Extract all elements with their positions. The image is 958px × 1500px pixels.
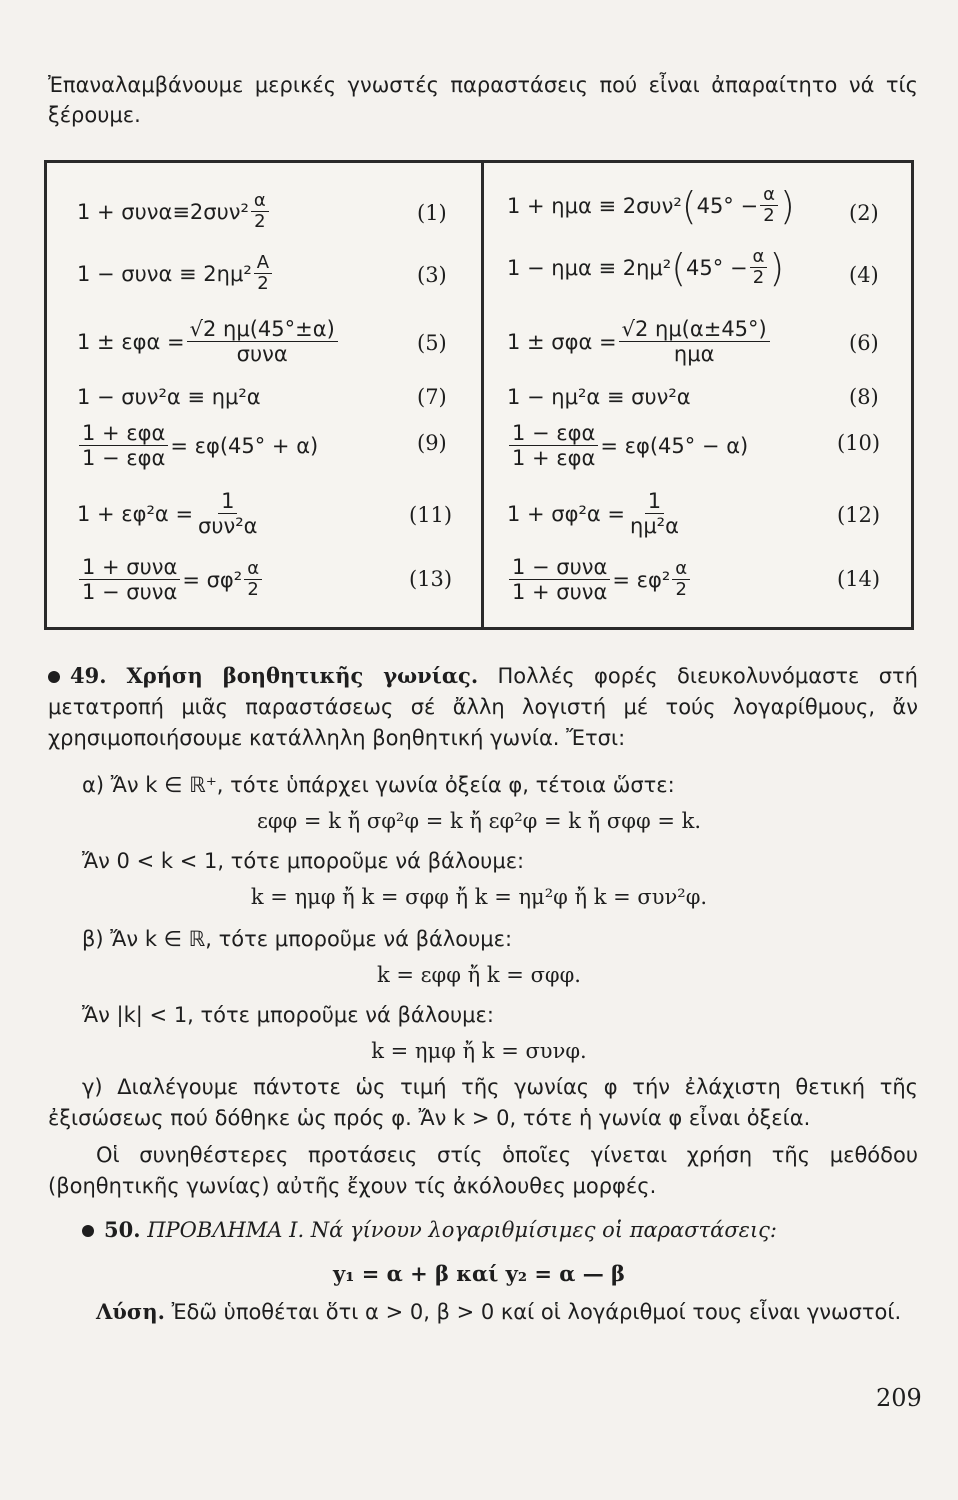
- case-a-equation: εφφ = k ἤ σφ²φ = k ἤ εφ²φ = k ἤ σφφ = k.: [256, 809, 702, 833]
- formula-11-frac: [195, 489, 260, 538]
- formula-13-den: 1 − συνα: [82, 580, 178, 604]
- formula-5-frac: [187, 317, 338, 366]
- formula-9-number: (9): [417, 431, 447, 455]
- formula-9-rhs: = εφ(45° + α): [170, 433, 319, 458]
- solution-label: Λύση.: [96, 1299, 165, 1324]
- formula-4: [507, 247, 784, 288]
- formula-2-paren-open: (: [681, 183, 697, 228]
- formula-11: [77, 489, 263, 538]
- formula-14: [507, 555, 692, 604]
- formula-1-num: α: [251, 191, 269, 212]
- formula-9-num: 1 + εφα: [79, 421, 168, 446]
- section-49-title: 49. Χρήση βοηθητικῆς γωνίας.: [70, 663, 479, 688]
- formula-6-den: ημα: [673, 342, 715, 366]
- formula-4-den: 2: [752, 267, 765, 288]
- formula-14-num2: α: [672, 559, 690, 580]
- formula-12-number: (12): [837, 503, 881, 527]
- formula-11-lhs: 1 + εφ²α =: [77, 501, 194, 526]
- formula-4-paren-open: (: [671, 245, 687, 290]
- formula-13-number: (13): [409, 567, 453, 591]
- formula-14-number: (14): [837, 567, 881, 591]
- formula-13-den2: 2: [247, 579, 259, 600]
- formula-4-lhs: 1 − ημα ≡ 2ημ²: [507, 255, 672, 280]
- section-49-closing: Οἱ συνηθέστερες προτάσεις στίς ὁποῖες γίνεται χρήση τῆς μεθόδου (βοηθητικῆς γωνίας) αὐτῆς ἔχουν τίς ἀκόλουθες μορφές.: [48, 1143, 918, 1198]
- formula-2-den: 2: [763, 205, 775, 226]
- formula-9-den: 1 − εφα: [82, 446, 166, 470]
- formula-8-number: (8): [849, 385, 879, 409]
- formula-11-den: συν²α: [198, 514, 258, 538]
- formula-10: [507, 421, 748, 470]
- section-50-equation: y₁ = α + β καί y₂ = α — β: [333, 1261, 625, 1286]
- formula-14-frac: [509, 555, 610, 604]
- formula-4-frac: [750, 247, 768, 288]
- section-49-text: Πολλές φορές διευκολυνόμαστε στή μετατροπή μιᾶς παραστάσεως σέ ἄλλη λογιστή μέ τούς λογαρίθμους, ἄν χρησιμοποιήσουμε κατάλληλη βοηθητική γωνία. Ἔτσι:: [48, 664, 918, 750]
- formula-9-frac: [79, 421, 168, 470]
- formula-13-frac: [79, 555, 180, 604]
- formula-3-lhs: 1 − συνα ≡ 2ημ²: [77, 261, 252, 286]
- formula-5-number: (5): [417, 331, 447, 355]
- formula-7-number: (7): [417, 385, 447, 409]
- formula-5-lhs: 1 ± εφα =: [77, 329, 185, 354]
- formula-10-num: 1 − εφα: [509, 421, 598, 446]
- case-c-paragraph: γ) Διαλέγουμε πάντοτε ὡς τιμή τῆς γωνίας φ τήν ἐλάχιστη θετική τῆς ἐξισώσεως πού δόθηκε ὡς πρός φ. Ἄν k > 0, τότε ἡ γωνία φ εἶναι ὀξεία.: [48, 1075, 918, 1130]
- section-50-heading: [82, 1214, 918, 1246]
- case-a2-equation: k = ημφ ἤ k = σφφ ἤ k = ημ²φ ἤ k = συν²φ.: [250, 885, 708, 909]
- formula-1-lhs: 1 + συνα≡2συν²: [77, 199, 249, 224]
- formula-6-frac: [619, 317, 770, 366]
- formula-6-num: √2 ημ(α±45°): [619, 317, 770, 342]
- formula-10-den: 1 + εφα: [512, 446, 596, 470]
- section-50-title: ΠΡΟΒΛΗΜΑ Ι. Νά γίνουν λογαριθμίσιμες οἱ παραστάσεις:: [147, 1218, 778, 1242]
- formula-12-num: 1: [645, 489, 664, 514]
- formula-3: [77, 253, 274, 294]
- formula-4-paren-close: ): [769, 245, 785, 290]
- formula-13-frac2: [244, 559, 262, 600]
- formula-14-den: 1 + συνα: [512, 580, 608, 604]
- section-49-paragraph: [48, 660, 918, 754]
- bullet-icon: [48, 671, 60, 683]
- case-b2-equation: k = ημφ ἤ k = συνφ.: [371, 1039, 587, 1063]
- formula-10-rhs: = εφ(45° − α): [600, 433, 749, 458]
- formula-5: [77, 317, 340, 366]
- formula-12-frac: [627, 489, 682, 538]
- formula-7: 1 − συν²α ≡ ημ²α: [77, 385, 261, 409]
- solution-paragraph: [48, 1296, 918, 1328]
- formula-1-den: 2: [254, 211, 266, 232]
- formula-4-num: α: [750, 247, 768, 268]
- formula-6-number: (6): [849, 331, 879, 355]
- formula-14-den2: 2: [675, 579, 687, 600]
- formula-13-rhs: = σφ²: [182, 567, 243, 592]
- formula-14-frac2: [672, 559, 690, 600]
- formula-9: [77, 421, 318, 470]
- case-b-text: β) Ἄν k ∈ ℝ, τότε μποροῦμε νά βάλουμε:: [82, 927, 513, 951]
- formula-11-number: (11): [409, 503, 453, 527]
- formula-2-inner: 45° −: [696, 193, 759, 218]
- formula-3-num: Α: [254, 253, 272, 274]
- formula-6: [507, 317, 772, 366]
- formula-2-paren-close: ): [779, 183, 795, 228]
- formula-13-num2: α: [244, 559, 262, 580]
- formula-1-number: (1): [417, 201, 447, 225]
- formula-1: [77, 191, 271, 232]
- formula-2-num: α: [760, 185, 778, 206]
- section-50-number: 50.: [104, 1217, 141, 1242]
- formula-6-lhs: 1 ± σφα =: [507, 329, 617, 354]
- case-b2-text: Ἄν |k| < 1, τότε μποροῦμε νά βάλουμε:: [82, 1003, 494, 1027]
- formula-3-frac: [254, 253, 272, 294]
- formula-14-rhs: = εφ²: [612, 567, 671, 592]
- intro-paragraph: Ἐπαναλαμβάνουμε μερικές γνωστές παραστάσεις πού εἶναι ἀπαραίτητο νά τίς ξέρουμε.: [48, 73, 918, 127]
- formula-13: [77, 555, 264, 604]
- formula-8: 1 − ημ²α ≡ συν²α: [507, 385, 691, 409]
- table-divider: [481, 163, 484, 627]
- page-number: 209: [876, 1384, 922, 1412]
- formula-12: [507, 489, 684, 538]
- formula-2-lhs: 1 + ημα ≡ 2συν²: [507, 193, 682, 218]
- formula-5-num: √2 ημ(45°±α): [187, 317, 338, 342]
- formula-4-inner: 45° −: [686, 255, 748, 280]
- formula-table: [44, 160, 914, 630]
- formula-14-num: 1 − συνα: [509, 555, 610, 580]
- formula-3-number: (3): [417, 263, 447, 287]
- case-a-text: α) Ἄν k ∈ ℝ⁺, τότε ὑπάρχει γωνία ὀξεία φ, τέτοια ὥστε:: [82, 773, 675, 797]
- formula-10-frac: [509, 421, 598, 470]
- formula-13-num: 1 + συνα: [79, 555, 180, 580]
- formula-1-frac: [251, 191, 269, 232]
- formula-3-den: 2: [257, 273, 269, 294]
- formula-10-number: (10): [837, 431, 881, 455]
- formula-4-number: (4): [849, 263, 879, 287]
- formula-5-den: συνα: [236, 342, 288, 366]
- formula-12-lhs: 1 + σφ²α =: [507, 501, 626, 526]
- bullet-icon-2: [82, 1225, 94, 1237]
- formula-2: [507, 185, 795, 226]
- formula-2-number: (2): [849, 201, 879, 225]
- case-a2-text: Ἄν 0 < k < 1, τότε μποροῦμε νά βάλουμε:: [82, 849, 525, 873]
- case-b-equation: k = εφφ ἤ k = σφφ.: [377, 963, 581, 987]
- solution-text: Ἐδῶ ὑποθέται ὅτι α > 0, β > 0 καί οἱ λογάριθμοί τους εἶναι γνωστοί.: [171, 1300, 902, 1324]
- formula-2-frac: [760, 185, 778, 226]
- formula-11-num: 1: [218, 489, 237, 514]
- formula-12-den: ημ²α: [630, 514, 679, 538]
